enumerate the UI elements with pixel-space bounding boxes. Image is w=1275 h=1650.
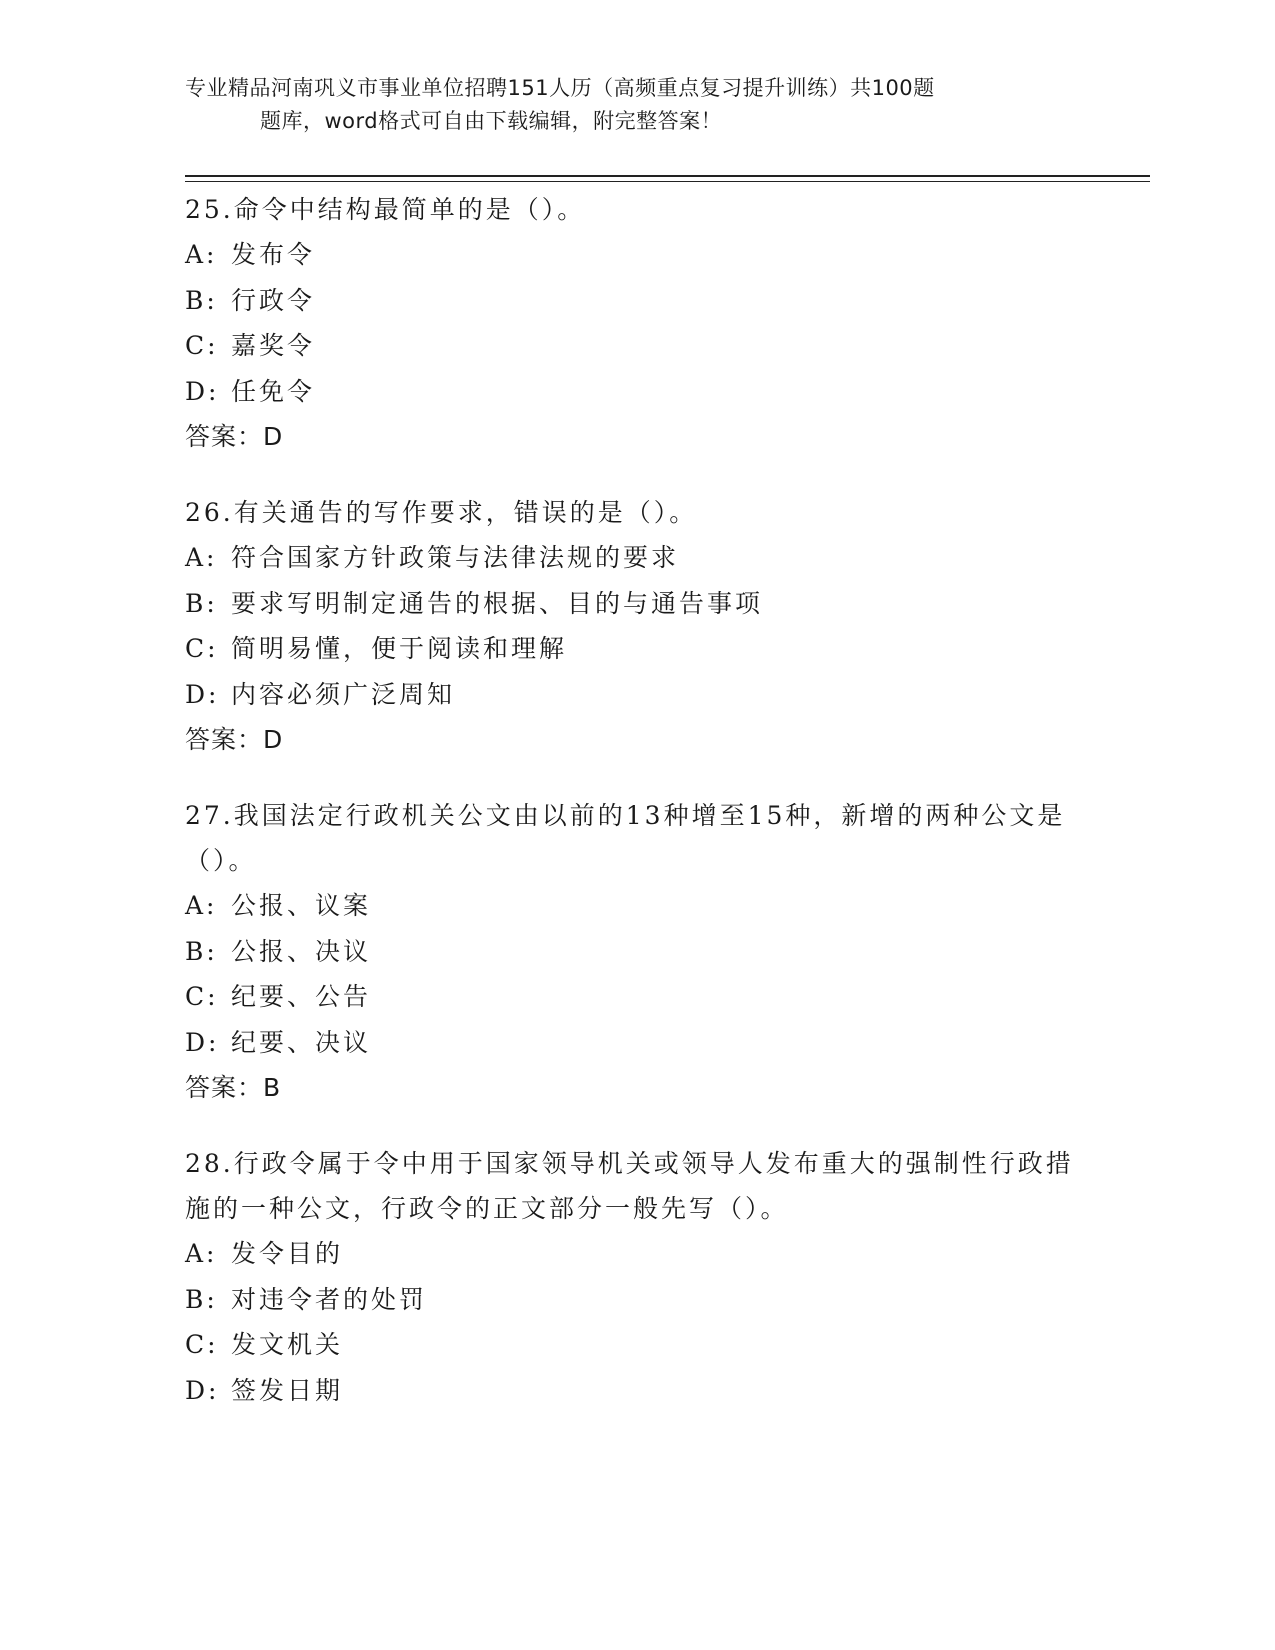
option-c [185,626,1075,672]
option-key: A: [185,891,218,920]
option-key: D: [185,1375,220,1405]
option-text: 嘉奖令 [231,331,316,360]
option-key: A: [185,543,218,572]
question-stem: 27.我国法定行政机关公文由以前的13种增至15种，新增的两种公文是（）。 [185,801,1066,875]
option-key: B: [185,285,218,315]
option-c [185,974,1075,1020]
option-key: D: [185,376,220,406]
option-text: 任免令 [231,376,316,406]
header-divider-thick [185,175,1150,177]
option-key: B: [185,936,218,966]
option-key: A: [185,1239,218,1268]
question-28 [185,1141,1075,1413]
option-c [185,323,1075,369]
option-key: D: [185,679,220,709]
header-divider-thin [185,181,1150,182]
header-title-line-2: 题库，word格式可自由下载编辑，附完整答案！ [260,109,723,133]
option-d [185,1368,1075,1414]
option-d [185,369,1075,415]
option-text: 发令目的 [231,1239,344,1268]
option-text: 纪要、决议 [231,1027,372,1057]
answer-line: 答案：D [185,725,284,754]
option-text: 发布令 [231,240,316,269]
option-key: B: [185,588,218,618]
option-key: C: [185,331,219,360]
answer-line: 答案：D [185,422,284,451]
option-a [185,535,1075,581]
option-b [185,581,1075,627]
option-b [185,929,1075,975]
option-a [185,883,1075,929]
option-a [185,232,1075,278]
option-key: B: [185,1284,218,1314]
question-stem: 28.行政令属于令中用于国家领导机关或领导人发布重大的强制性行政措施的一种公文，行政令的正文部分一般先写（）。 [185,1149,1074,1223]
question-stem: 25.命令中结构最简单的是（）。 [185,195,586,224]
option-d [185,672,1075,718]
question-26 [185,490,1075,762]
option-key: C: [185,1330,219,1359]
option-key: C: [185,634,219,663]
option-text: 签发日期 [231,1375,344,1405]
option-b [185,1277,1075,1323]
option-text: 发文机关 [231,1330,344,1359]
header-title-line-1: 专业精品河南巩义市事业单位招聘151人历（高频重点复习提升训练）共100题 [185,76,935,100]
option-text: 纪要、公告 [231,982,372,1011]
answer-line: 答案：B [185,1073,282,1102]
question-27 [185,793,1075,1110]
option-text: 对违令者的处罚 [231,1284,428,1314]
option-a [185,1231,1075,1277]
option-text: 公报、议案 [231,891,372,920]
option-text: 公报、决议 [231,936,372,966]
question-list [185,187,1075,1444]
question-25 [185,187,1075,459]
option-key: C: [185,982,219,1011]
question-stem: 26.有关通告的写作要求，错误的是（）。 [185,498,698,527]
page-header [185,72,1065,138]
option-text: 行政令 [231,285,316,315]
option-text: 内容必须广泛周知 [231,679,456,709]
option-c [185,1322,1075,1368]
option-text: 简明易懂，便于阅读和理解 [231,634,568,663]
option-d [185,1020,1075,1066]
option-b [185,278,1075,324]
option-text: 符合国家方针政策与法律法规的要求 [231,543,680,572]
option-text: 要求写明制定通告的根据、目的与通告事项 [231,588,764,618]
option-key: D: [185,1027,220,1057]
option-key: A: [185,240,218,269]
